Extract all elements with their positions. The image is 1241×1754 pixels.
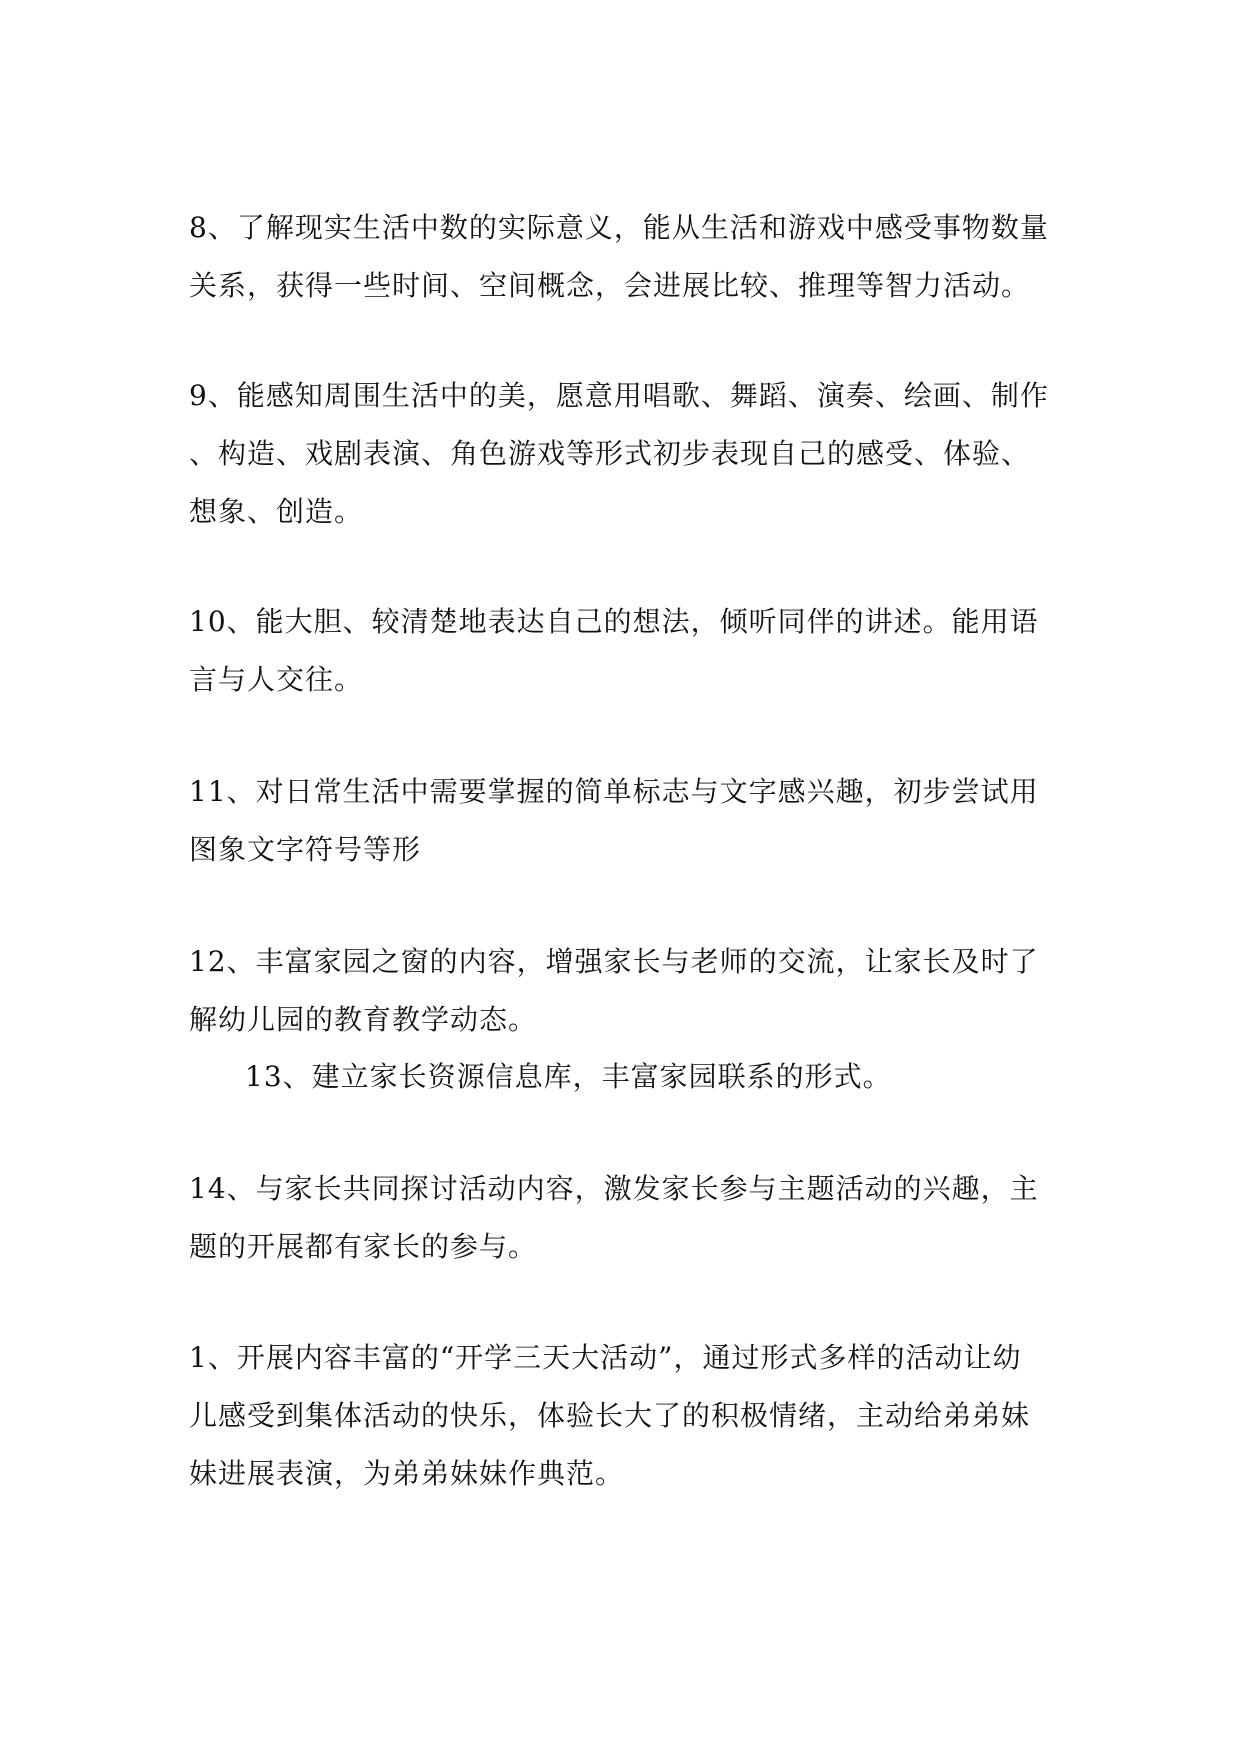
text-line: 11、对日常生活中需要掌握的简单标志与文字感兴趣，初步尝试用 xyxy=(189,775,1039,808)
text-line: 14、与家长共同探讨活动内容，激发家长参与主题活动的兴趣，主 xyxy=(189,1172,1039,1205)
text-line: 关系，获得一些时间、空间概念，会进展比较、推理等智力活动。 xyxy=(189,269,1031,302)
text-line: 言与人交往。 xyxy=(189,663,364,696)
text-line: 13、建立家长资源信息库，丰富家园联系的形式。 xyxy=(245,1060,892,1093)
text-line: 题的开展都有家长的参与。 xyxy=(189,1230,538,1263)
text-line: 12、丰富家园之窗的内容，增强家长与老师的交流，让家长及时了 xyxy=(189,945,1039,978)
paragraph-item-1 xyxy=(189,1329,1069,1503)
paragraph-item-10 xyxy=(189,593,1069,709)
paragraph-item-14 xyxy=(189,1160,1069,1276)
paragraph-item-11 xyxy=(189,763,1069,879)
paragraph-item-12 xyxy=(189,933,1069,1049)
text-line: 8、了解现实生活中数的实际意义，能从生活和游戏中感受事物数量 xyxy=(189,211,1049,244)
text-line: 图象文字符号等形 xyxy=(189,833,422,866)
text-line: 1、开展内容丰富的“开学三天大活动”，通过形式多样的活动让幼 xyxy=(189,1341,1022,1374)
text-line: 想象、创造。 xyxy=(189,495,364,528)
paragraph-item-8 xyxy=(189,199,1069,315)
paragraph-item-13 xyxy=(245,1048,1125,1106)
text-line: 解幼儿园的教育教学动态。 xyxy=(189,1003,538,1036)
text-line: 9、能感知周围生活中的美，愿意用唱歌、舞蹈、演奏、绘画、制作 xyxy=(189,379,1049,412)
text-line: 、构造、戏剧表演、角色游戏等形式初步表现自己的感受、体验、 xyxy=(189,437,1031,470)
paragraph-item-9 xyxy=(189,367,1069,541)
text-line: 儿感受到集体活动的快乐，体验长大了的积极情绪，主动给弟弟妹 xyxy=(189,1399,1031,1432)
text-line: 妹进展表演，为弟弟妹妹作典范。 xyxy=(189,1457,625,1490)
text-line: 10、能大胆、较清楚地表达自己的想法，倾听同伴的讲述。能用语 xyxy=(189,605,1039,638)
